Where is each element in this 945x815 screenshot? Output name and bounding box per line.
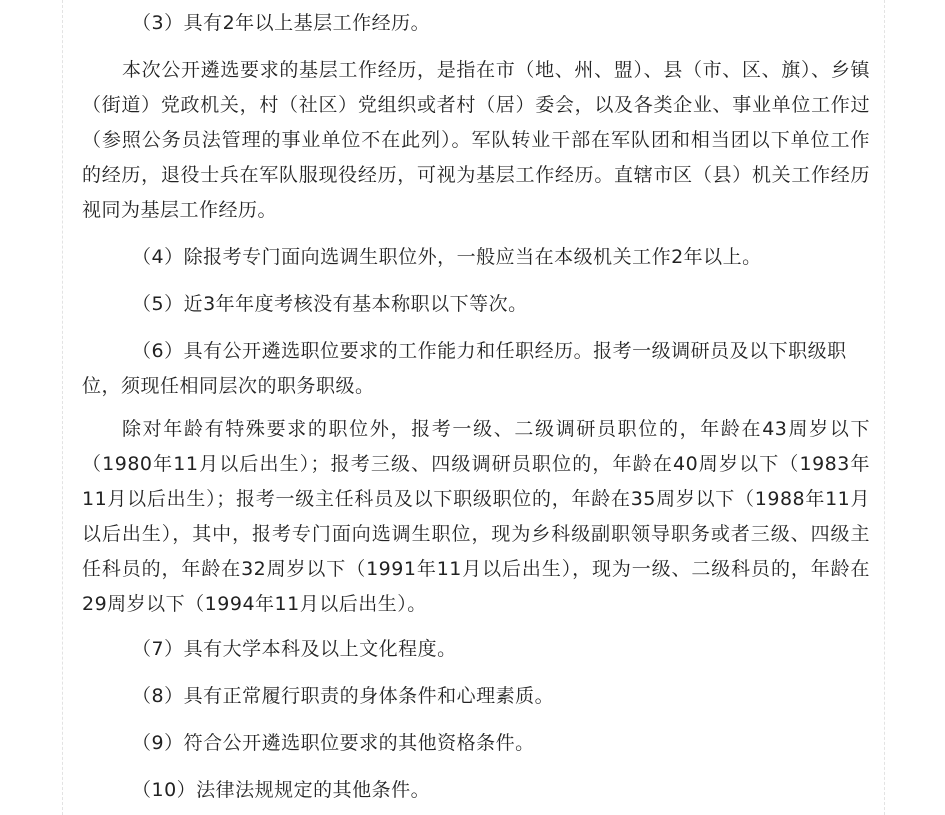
document-body [82, 0, 870, 814]
left-margin-line [62, 0, 63, 815]
requirement-item-8: （8）具有正常履行职责的身体条件和心理素质。 [132, 685, 555, 707]
requirement-item-6: （6）具有公开遴选职位要求的工作能力和任职经历。报考一级调研员及以下职级职位，须现任相同层次的职务职级。 [82, 340, 847, 397]
requirement-item-3: （3）具有2年以上基层工作经历。 [132, 12, 431, 34]
requirement-item-7: （7）具有大学本科及以上文化程度。 [132, 638, 457, 660]
grassroots-experience-paragraph: 本次公开遴选要求的基层工作经历，是指在市（地、州、盟）、县（市、区、旗）、乡镇（街道）党政机关，村（社区）党组织或者村（居）委会，以及各类企业、事业单位工作过（参照公务员法管理的事业单位不在此列）。军队转业干部在军队团和相当团以下单位工作的经历，退役士兵在军队服现役经历，可视为基层工作经历。直辖市区（县）机关工作经历视同为基层工作经历。 [82, 59, 870, 221]
requirement-item-10: （10）法律法规规定的其他条件。 [132, 779, 431, 801]
requirement-item-5: （5）近3年年度考核没有基本称职以下等次。 [132, 293, 528, 315]
right-margin-line [884, 0, 885, 815]
requirement-item-4: （4）除报考专门面向选调生职位外，一般应当在本级机关工作2年以上。 [132, 246, 762, 268]
age-requirement-paragraph: 除对年龄有特殊要求的职位外，报考一级、二级调研员职位的，年龄在43周岁以下（1980年11月以后出生）；报考三级、四级调研员职位的，年龄在40周岁以下（1983年11月以后出生）；报考一级主任科员及以下职级职位的，年龄在35周岁以下（1988年11月以后出生），其中，报考专门面向选调生职位，现为乡科级副职领导职务或者三级、四级主任科员的，年龄在32周岁以下（1991年11月以后出生），现为一级、二级科员的，年龄在29周岁以下（1994年11月以后出生）。 [82, 418, 870, 615]
requirement-item-9: （9）符合公开遴选职位要求的其他资格条件。 [132, 732, 535, 754]
